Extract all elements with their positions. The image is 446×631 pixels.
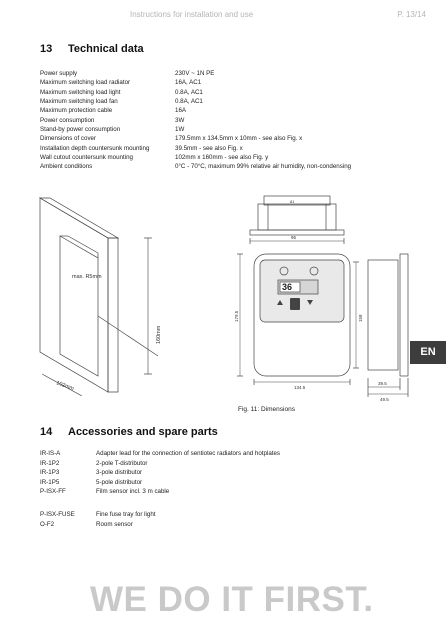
tech-value: 102mm x 160mm - see also Fig. y: [175, 154, 269, 162]
tech-label: Maximum switching load radiator: [40, 79, 131, 87]
tech-value: 0°C - 70°C, maximum 99% relative air humidity, non-condensing: [175, 163, 352, 171]
tech-label: Ambient conditions: [40, 163, 93, 171]
radius-label: max. R5mm: [72, 274, 102, 280]
cut-width-label: 102mm: [55, 380, 75, 393]
part-code: IR-1P2: [40, 459, 60, 467]
tech-label: Power consumption: [40, 116, 95, 124]
tech-value: 16A: [175, 107, 187, 115]
part-desc: Adapter lead for the connection of sentiotec radiators and hotplates: [96, 450, 281, 457]
part-desc: 5-pole distributor: [96, 478, 143, 486]
depth-b-dim: 49.5: [380, 397, 389, 402]
tech-value: 230V ~ 1N PE: [175, 70, 215, 77]
tech-value: 3W: [175, 116, 185, 124]
display-value: 36: [282, 282, 293, 292]
section-13-title: Technical data: [68, 43, 144, 55]
section-13-number: 13: [40, 43, 53, 55]
tech-value: 179.5mm x 134.5mm x 10mm - see also Fig. x: [175, 135, 303, 143]
section-14-heading: [40, 426, 218, 438]
part-desc: 2-pole T-distributor: [96, 459, 148, 467]
section-14-number: 14: [40, 426, 53, 438]
part-code: P-ISX-FUSE: [40, 511, 75, 518]
language-tab[interactable]: EN: [410, 341, 446, 364]
part-code: IR-IS-A: [40, 450, 61, 457]
tech-value: 0.8A, AC1: [175, 88, 203, 96]
tech-label: Maximum switching load light: [40, 88, 121, 96]
depth-a-dim: 39.5: [378, 381, 387, 386]
part-desc: Room sensor: [96, 520, 133, 528]
part-code: P-ISX-FF: [40, 488, 66, 496]
section-14-title: Accessories and spare parts: [68, 426, 218, 438]
brand-slogan: WE DO IT FIRST.: [90, 580, 374, 619]
tech-label: Installation depth countersunk mounting: [40, 144, 150, 152]
tech-value: 39.5mm - see also Fig. x: [175, 144, 243, 152]
tech-label: Wall cutout countersunk mounting: [40, 154, 133, 162]
tech-value: 16A, AC1: [175, 79, 202, 87]
figure-caption: Fig. 11: Dimensions: [238, 406, 295, 413]
section-13-heading: [40, 43, 144, 55]
part-code: O-F2: [40, 520, 55, 528]
tech-label: Maximum protection cable: [40, 107, 113, 115]
height-outer-dim: 179.5: [234, 310, 239, 322]
tech-label: Stand-by power consumption: [40, 126, 121, 134]
tech-value: 0.8A, AC1: [175, 98, 203, 106]
cut-height-label: 160mm: [156, 325, 162, 344]
tech-value: 1W: [175, 126, 185, 134]
part-desc: Film sensor incl. 3 m cable: [96, 488, 170, 496]
part-code: IR-1P3: [40, 469, 60, 477]
cutout-drawing: [38, 196, 168, 396]
top-width-dim: 96: [291, 235, 297, 240]
tech-label: Power supply: [40, 70, 78, 77]
header-title: Instructions for installation and use: [130, 10, 254, 19]
height-inner-dim: 158: [358, 314, 363, 322]
page-number: P. 13/14: [397, 10, 426, 19]
part-desc: 3-pole distributor: [96, 469, 143, 477]
part-code: IR-1P5: [40, 478, 60, 486]
tech-label: Maximum switching load fan: [40, 98, 118, 106]
part-desc: Fine fuse tray for light: [96, 511, 156, 518]
width-dim: 134.5: [294, 385, 306, 390]
device-drawing: [228, 192, 418, 402]
top-small-dim: 81: [290, 199, 295, 204]
tech-label: Dimensions of cover: [40, 135, 97, 143]
